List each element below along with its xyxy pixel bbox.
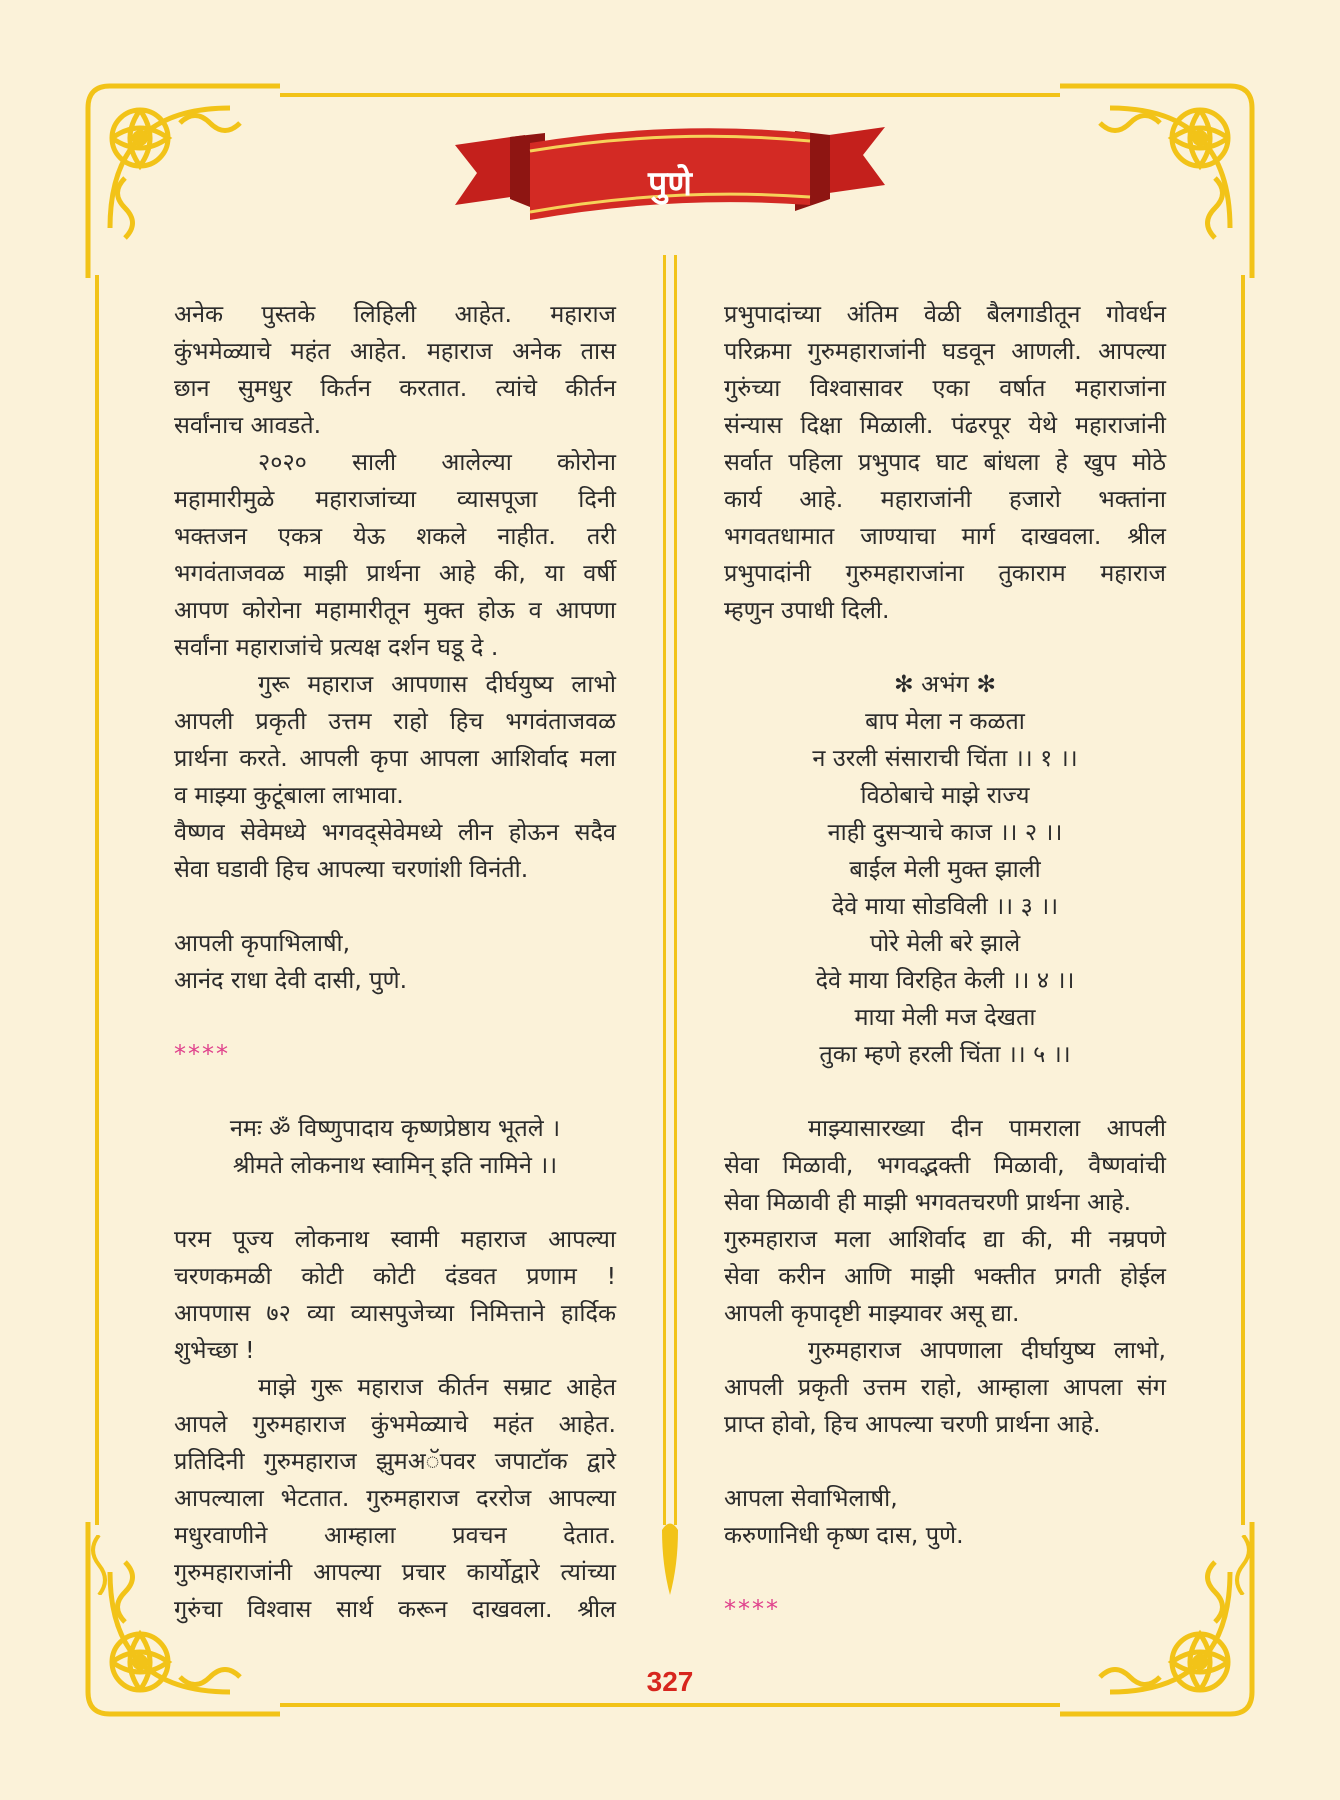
paragraph-gap	[174, 999, 616, 1036]
frame-right-line	[1241, 275, 1245, 1525]
text-line: कुंभमेळ्याचे महंत आहेत. महाराज अनेक तास	[174, 337, 616, 365]
text-line: सेवा घडावी हिच आपल्या चरणांशी विनंती.	[174, 855, 529, 883]
frame-top-line	[280, 93, 1060, 97]
text-line: श्रीमते लोकनाथ स्वामिन् इति नामिने ।।	[232, 1151, 558, 1179]
text-line: आपल्याला भेटतात. गुरुमहाराज दररोज आपल्या	[174, 1484, 616, 1512]
paragraph-gap	[724, 1554, 1166, 1591]
text-line: सेवा मिळावी, भगवद्भक्ती मिळावी, वैष्णवांची	[724, 1151, 1166, 1179]
text-line: भगवतधामात जाण्याचा मार्ग दाखवला. श्रील	[724, 522, 1166, 550]
right-text-column	[724, 296, 1166, 1628]
text-line: प्रतिदिनी गुरुमहाराज झुमअॅपवर जपाटॉक द्वारे	[174, 1447, 616, 1475]
text-line: सर्वांनाच आवडते.	[174, 411, 322, 439]
text-line: वैष्णव सेवेमध्ये भगवद्सेवेमध्ये लीन होऊन सदैव	[174, 818, 616, 846]
frame-left-line	[95, 275, 99, 1525]
text-line: विठोबाचे माझे राज्य	[860, 781, 1030, 809]
text-line: तुका म्हणे हरली चिंता ।। ५ ।।	[819, 1040, 1071, 1068]
text-line: २०२० साली आलेल्या कोरोना	[258, 448, 616, 476]
corner-ornament-top-left	[80, 78, 290, 288]
paragraph-gap	[174, 888, 616, 925]
text-line: भगवंताजवळ माझी प्रार्थना आहे की, या वर्षी	[174, 559, 616, 587]
text-line: ✻ अभंग ✻	[893, 670, 997, 698]
text-line: देवे माया विरहित केली ।। ४ ।।	[815, 966, 1075, 994]
text-line: बाईल मेली मुक्त झाली	[849, 855, 1041, 883]
text-line: कार्य आहे. महाराजांनी हजारो भक्तांना	[724, 485, 1166, 513]
paragraph-gap	[724, 1073, 1166, 1110]
section-separator-stars: ****	[724, 1595, 780, 1623]
text-line: चरणकमळी कोटी कोटी दंडवत प्रणाम !	[174, 1262, 616, 1290]
text-line: परिक्रमा गुरुमहाराजांनी घडवून आणली. आपल्या	[724, 337, 1166, 365]
text-line: आपली प्रकृती उत्तम राहो, आम्हाला आपला संग	[724, 1373, 1166, 1401]
text-line: म्हणुन उपाधी दिली.	[724, 596, 890, 624]
left-text-column	[174, 296, 616, 1628]
text-line: व माझ्या कुटूंबाला लाभावा.	[174, 781, 404, 809]
text-line: भक्तजन एकत्र येऊ शकले नाहीत. तरी	[174, 522, 616, 550]
text-line: गुरुमहाराज मला आशिर्वाद द्या की, मी नम्रपणे	[724, 1225, 1166, 1253]
paragraph-gap	[724, 1443, 1166, 1480]
column-divider	[661, 255, 679, 1595]
text-line: न उरली संसाराची चिंता ।। १ ।।	[812, 744, 1078, 772]
text-line: माझ्यासारख्या दीन पामराला आपली	[808, 1114, 1166, 1142]
text-line: नाही दुसऱ्याचे काज ।। २ ।।	[827, 818, 1063, 846]
text-line: गुरुमहाराजांनी आपल्या प्रचार कार्योद्वारे त्यांच्या	[174, 1558, 616, 1586]
text-line: सर्वात पहिला प्रभुपाद घाट बांधला हे खुप मोठे	[724, 448, 1166, 476]
text-line: देवे माया सोडविली ।। ३ ।।	[831, 892, 1059, 920]
text-line: सर्वांना महाराजांचे प्रत्यक्ष दर्शन घडू दे .	[174, 633, 499, 661]
text-line: आपली कृपाभिलाषी,	[174, 929, 351, 957]
paragraph-gap	[174, 1184, 616, 1221]
text-line: छान सुमधुर किर्तन करतात. त्यांचे कीर्तन	[174, 374, 616, 402]
text-line: आपण कोरोना महामारीतून मुक्त होऊ व आपणा	[174, 596, 616, 624]
paragraph-gap	[174, 1073, 616, 1110]
corner-ornament-top-right	[1050, 78, 1260, 288]
text-line: पोरे मेली बरे झाले	[869, 929, 1021, 957]
text-line: संन्यास दिक्षा मिळाली. पंढरपूर येथे महाराजांनी	[724, 411, 1166, 439]
text-line: आपली कृपादृष्टी माझ्यावर असू द्या.	[724, 1299, 1020, 1327]
text-line: बाप मेला न कळता	[865, 707, 1025, 735]
text-line: सेवा मिळावी ही माझी भगवतचरणी प्रार्थना आहे.	[724, 1188, 1132, 1216]
text-line: शुभेच्छा !	[174, 1336, 255, 1364]
text-line: आपले गुरुमहाराज कुंभमेळ्याचे महंत आहेत.	[174, 1410, 616, 1438]
text-line: करुणानिधी कृष्ण दास, पुणे.	[724, 1521, 964, 1549]
text-line: सेवा करीन आणि माझी भक्तीत प्रगती होईल	[724, 1262, 1166, 1290]
text-line: आपली प्रकृती उत्तम राहो हिच भगवंताजवळ	[174, 707, 616, 735]
side-flourish-right	[1228, 1535, 1258, 1595]
text-line: प्रार्थना करते. आपली कृपा आपला आशिर्वाद मला	[174, 744, 616, 772]
text-line: मधुरवाणीने आम्हाला प्रवचन देतात.	[174, 1521, 616, 1549]
text-line: महामारीमुळे महाराजांच्या व्यासपूजा दिनी	[174, 485, 616, 513]
text-line: आपणास ७२ व्या व्यासपुजेच्या निमित्ताने हार्दिक	[174, 1299, 616, 1327]
text-line: प्रभुपादांनी गुरुमहाराजांना तुकाराम महाराज	[724, 559, 1166, 587]
text-line: गुरू महाराज आपणास दीर्घयुष्य लाभो	[258, 670, 616, 698]
text-line: अनेक पुस्तके लिहिली आहेत. महाराज	[174, 300, 616, 328]
frame-bottom-line	[280, 1703, 1060, 1707]
page-title: पुणे	[648, 164, 692, 204]
text-line: गुरुंच्या विश्वासावर एका वर्षात महाराजांना	[724, 374, 1166, 402]
section-separator-stars: ****	[174, 1040, 230, 1068]
text-line: प्राप्त होवो, हिच आपल्या चरणी प्रार्थना आहे.	[724, 1410, 1101, 1438]
paragraph-gap	[724, 629, 1166, 666]
side-flourish-left	[84, 1535, 114, 1595]
text-line: गुरुंचा विश्वास सार्थ करून दाखवला. श्रील	[174, 1595, 616, 1623]
text-line: माया मेली मज देखता	[854, 1003, 1036, 1031]
text-line: गुरुमहाराज आपणाला दीर्घायुष्य लाभो,	[808, 1336, 1166, 1364]
text-line: माझे गुरू महाराज कीर्तन सम्राट आहेत	[258, 1373, 616, 1401]
text-line: प्रभुपादांच्या अंतिम वेळी बैलगाडीतून गोवर्धन	[724, 300, 1166, 328]
text-line: नमः ॐ विष्णुपादाय कृष्णप्रेष्ठाय भूतले ।	[229, 1114, 561, 1142]
text-line: आनंद राधा देवी दासी, पुणे.	[174, 966, 408, 994]
page-number: 327	[646, 1666, 694, 1697]
text-line: परम पूज्य लोकनाथ स्वामी महाराज आपल्या	[174, 1225, 616, 1253]
text-line: आपला सेवाभिलाषी,	[724, 1484, 898, 1512]
